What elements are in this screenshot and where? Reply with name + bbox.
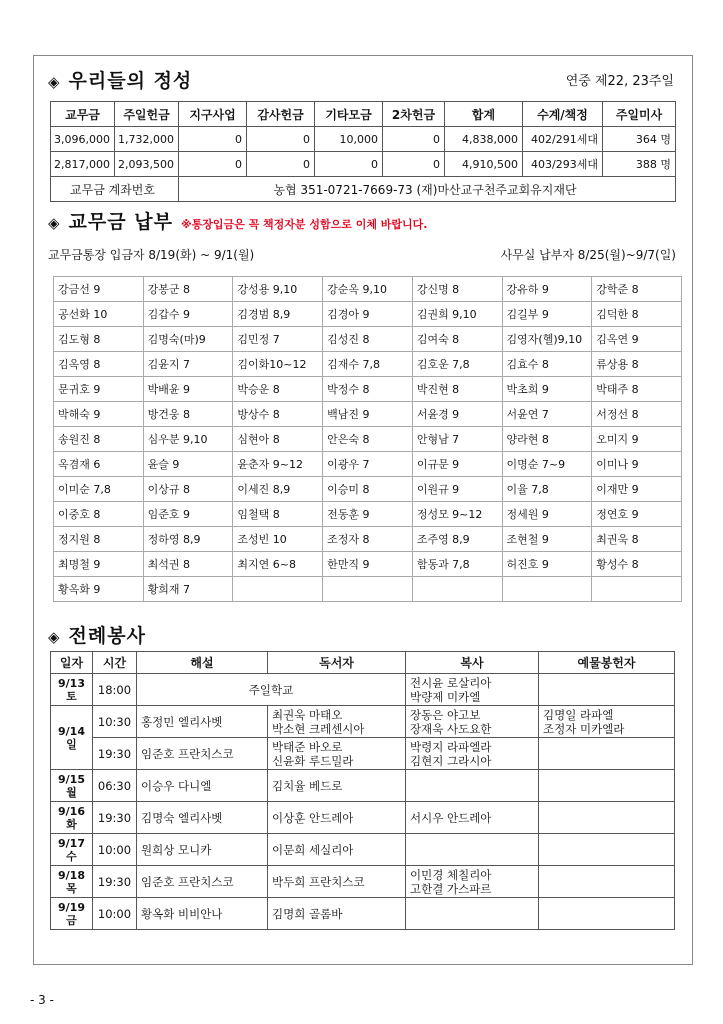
header-cell: 주일헌금 — [115, 102, 179, 127]
date-cell: 9/15 월 — [51, 770, 93, 802]
donor-cell: 최석권 8 — [143, 552, 233, 577]
donor-cell: 이상규 8 — [143, 477, 233, 502]
donor-row — [54, 402, 682, 427]
server-cell: 서시우 안드레아 — [406, 802, 539, 834]
donor-cell: 서정선 8 — [592, 402, 682, 427]
donor-cell: 김덕한 8 — [592, 302, 682, 327]
header-cell: 감사헌금 — [247, 102, 315, 127]
liturgy-table — [50, 651, 675, 930]
donor-cell: 이미순 7,8 — [54, 477, 144, 502]
commentator-cell: 황옥화 비비안나 — [137, 898, 268, 930]
header-cell: 복사 — [406, 652, 539, 674]
donor-cell: 조성빈 10 — [233, 527, 323, 552]
donor-cell: 박승운 8 — [233, 377, 323, 402]
cell: 0 — [383, 127, 445, 152]
donor-cell: 조주영 8,9 — [412, 527, 502, 552]
donor-cell: 서윤경 9 — [412, 402, 502, 427]
reader-cell: 김치율 베드로 — [268, 770, 406, 802]
reader-cell: 이상훈 안드레아 — [268, 802, 406, 834]
time-cell: 10:30 — [93, 706, 137, 738]
reader-cell: 이문희 세실리아 — [268, 834, 406, 866]
donor-cell: 전동훈 9 — [323, 502, 413, 527]
donor-cell: 최권욱 8 — [592, 527, 682, 552]
donor-cell: 최명철 9 — [54, 552, 144, 577]
donor-cell: 김갑수 9 — [143, 302, 233, 327]
office-period: 사무실 납부자 8/25(월)~9/7(일) — [500, 248, 676, 262]
donor-cell: 강유하 9 — [502, 277, 592, 302]
liturgy-row — [51, 674, 675, 706]
donor-cell: 정하영 8,9 — [143, 527, 233, 552]
cell: 2,817,000 — [51, 152, 115, 177]
donor-cell: 서윤연 7 — [502, 402, 592, 427]
offerer-cell — [539, 674, 675, 706]
donor-cell: 강봉군 8 — [143, 277, 233, 302]
date-cell: 9/14 일 — [51, 706, 93, 770]
donor-cell: 방상수 8 — [233, 402, 323, 427]
donor-cell — [592, 577, 682, 602]
offerer-cell — [539, 738, 675, 770]
diamond-icon: ◈ — [48, 73, 61, 91]
date-cell: 9/17 수 — [51, 834, 93, 866]
donor-cell: 김효수 8 — [502, 352, 592, 377]
header-cell: 독서자 — [268, 652, 406, 674]
donor-cell: 김도형 8 — [54, 327, 144, 352]
donor-cell: 박배윤 9 — [143, 377, 233, 402]
cell: 0 — [315, 152, 383, 177]
donor-cell: 이세진 8,9 — [233, 477, 323, 502]
donor-cell: 윤슬 9 — [143, 452, 233, 477]
header-cell: 시간 — [93, 652, 137, 674]
donor-cell: 이율 7,8 — [502, 477, 592, 502]
account-value: 농협 351-0721-7669-73 (재)마산교구천주교회유지재단 — [179, 177, 676, 202]
merged-cell: 주일학교 — [137, 674, 406, 706]
donor-cell: 김옥연 9 — [592, 327, 682, 352]
donor-cell: 임철택 8 — [233, 502, 323, 527]
page-frame — [33, 55, 693, 965]
server-cell: 박령지 라파엘라 김현지 그라시아 — [406, 738, 539, 770]
time-cell: 19:30 — [93, 866, 137, 898]
bank-period: 교무금통장 입금자 8/19(화) ~ 9/1(월) — [48, 248, 255, 262]
donor-cell: 한만직 9 — [323, 552, 413, 577]
liturgy-row — [51, 898, 675, 930]
offerer-cell — [539, 770, 675, 802]
server-cell — [406, 898, 539, 930]
donor-cell: 백남진 9 — [323, 402, 413, 427]
header-cell: 일자 — [51, 652, 93, 674]
donor-cell: 박초희 9 — [502, 377, 592, 402]
liturgy-row — [51, 706, 675, 738]
donor-cell: 이재만 9 — [592, 477, 682, 502]
liturgy-row — [51, 802, 675, 834]
cell: 403/293세대 — [523, 152, 603, 177]
donor-cell: 김길부 9 — [502, 302, 592, 327]
donor-row — [54, 452, 682, 477]
offering-section-title: ◈ 우리들의 정성 — [48, 70, 193, 92]
donor-cell: 강순옥 9,10 — [323, 277, 413, 302]
cell: 364 명 — [603, 127, 676, 152]
donor-cell: 강학준 8 — [592, 277, 682, 302]
donor-cell: 옥겸재 6 — [54, 452, 144, 477]
donor-cell: 김호운 7,8 — [412, 352, 502, 377]
reader-cell: 박두희 프란치스코 — [268, 866, 406, 898]
donor-cell: 정지원 8 — [54, 527, 144, 552]
server-cell: 장동은 야고보 장재욱 사도요한 — [406, 706, 539, 738]
donor-row — [54, 302, 682, 327]
commentator-cell: 임준호 프란치스코 — [137, 738, 268, 770]
donor-cell: 김윤지 7 — [143, 352, 233, 377]
cell: 0 — [383, 152, 445, 177]
header-cell: 예물봉헌자 — [539, 652, 675, 674]
header-cell: 수계/책정 — [523, 102, 603, 127]
donor-cell: 황희재 7 — [143, 577, 233, 602]
server-cell: 전시윤 로살리아 박량제 미카엘 — [406, 674, 539, 706]
donor-cell: 정성모 9~12 — [412, 502, 502, 527]
donor-cell: 이규문 9 — [412, 452, 502, 477]
donor-cell: 김영자(헬)9,10 — [502, 327, 592, 352]
diamond-icon: ◈ — [48, 628, 61, 646]
commentator-cell: 원희상 모니카 — [137, 834, 268, 866]
donor-cell: 안형남 7 — [412, 427, 502, 452]
week-info: 연중 제22, 23주일 — [565, 74, 674, 89]
offerer-cell: 김명일 라파엘 조정자 미카엘라 — [539, 706, 675, 738]
header-cell: 지구사업 — [179, 102, 247, 127]
server-cell — [406, 834, 539, 866]
page-number: - 3 - — [30, 993, 54, 1007]
liturgy-header-row — [51, 652, 675, 674]
donor-cell: 오미지 9 — [592, 427, 682, 452]
donor-cell: 김경범 8,9 — [233, 302, 323, 327]
liturgy-row — [51, 738, 675, 770]
header-cell: 2차헌금 — [383, 102, 445, 127]
donor-cell: 심현아 8 — [233, 427, 323, 452]
donor-cell: 박태주 8 — [592, 377, 682, 402]
donor-row — [54, 502, 682, 527]
dues-section-title: ◈ 교무금 납부 ※통장입금은 꼭 책정자분 성함으로 이체 바랍니다. — [48, 211, 428, 233]
date-cell: 9/13 토 — [51, 674, 93, 706]
donor-cell: 김경아 9 — [323, 302, 413, 327]
donor-cell: 방건웅 8 — [143, 402, 233, 427]
donor-cell: 류상용 8 — [592, 352, 682, 377]
donor-cell: 강신명 8 — [412, 277, 502, 302]
donor-cell: 임준호 9 — [143, 502, 233, 527]
reader-cell: 최권욱 마태오 박소현 크레센시아 — [268, 706, 406, 738]
donor-cell: 김이화10~12 — [233, 352, 323, 377]
donor-cell: 윤춘자 9~12 — [233, 452, 323, 477]
account-row — [51, 177, 676, 202]
offering-header-row — [51, 102, 676, 127]
offerer-cell — [539, 834, 675, 866]
donor-cell: 김여숙 8 — [412, 327, 502, 352]
diamond-icon: ◈ — [48, 214, 61, 232]
commentator-cell: 홍정민 엘리사벳 — [137, 706, 268, 738]
donor-row — [54, 577, 682, 602]
donor-cell: 이미나 9 — [592, 452, 682, 477]
donor-row — [54, 327, 682, 352]
donor-cell: 김권희 9,10 — [412, 302, 502, 327]
account-label: 교무금 계좌번호 — [51, 177, 179, 202]
donor-cell: 조현철 9 — [502, 527, 592, 552]
reader-cell: 김명희 골롬바 — [268, 898, 406, 930]
donor-cell: 허진호 9 — [502, 552, 592, 577]
liturgy-row — [51, 834, 675, 866]
reader-cell: 박태준 바오로 신윤화 루드밀라 — [268, 738, 406, 770]
donor-cell: 이승미 8 — [323, 477, 413, 502]
commentator-cell: 임준호 프란치스코 — [137, 866, 268, 898]
cell: 0 — [247, 127, 315, 152]
time-cell: 19:30 — [93, 738, 137, 770]
donor-cell: 이명순 7~9 — [502, 452, 592, 477]
offerer-cell — [539, 802, 675, 834]
liturgy-row — [51, 866, 675, 898]
date-cell: 9/19 금 — [51, 898, 93, 930]
header-cell: 주일미사 — [603, 102, 676, 127]
donor-row — [54, 427, 682, 452]
liturgy-row — [51, 770, 675, 802]
donor-cell — [233, 577, 323, 602]
donor-cell: 김민정 7 — [233, 327, 323, 352]
donor-cell: 정연호 9 — [592, 502, 682, 527]
donor-cell — [323, 577, 413, 602]
header-cell: 기타모금 — [315, 102, 383, 127]
dues-notice: ※통장입금은 꼭 책정자분 성함으로 이체 바랍니다. — [180, 218, 428, 231]
offering-row — [51, 127, 676, 152]
commentator-cell: 김명숙 엘리사벳 — [137, 802, 268, 834]
cell: 10,000 — [315, 127, 383, 152]
donor-cell: 박정수 8 — [323, 377, 413, 402]
donor-cell: 김명숙(마)9 — [143, 327, 233, 352]
donor-cell: 강금선 9 — [54, 277, 144, 302]
donor-table — [53, 276, 682, 602]
donor-row — [54, 352, 682, 377]
donor-cell: 박진현 8 — [412, 377, 502, 402]
donor-cell: 문귀호 9 — [54, 377, 144, 402]
donor-row — [54, 377, 682, 402]
offerer-cell — [539, 898, 675, 930]
cell: 0 — [179, 152, 247, 177]
liturgy-section-title: ◈ 전례봉사 — [48, 625, 146, 647]
donor-row — [54, 477, 682, 502]
donor-cell — [412, 577, 502, 602]
donor-cell: 안은숙 8 — [323, 427, 413, 452]
donor-cell: 황옥화 9 — [54, 577, 144, 602]
cell: 1,732,000 — [115, 127, 179, 152]
cell: 3,096,000 — [51, 127, 115, 152]
donor-cell: 김옥영 8 — [54, 352, 144, 377]
time-cell: 06:30 — [93, 770, 137, 802]
header-cell: 해설 — [137, 652, 268, 674]
commentator-cell: 이승우 다니엘 — [137, 770, 268, 802]
cell: 388 명 — [603, 152, 676, 177]
donor-cell: 이중호 8 — [54, 502, 144, 527]
donor-cell — [502, 577, 592, 602]
time-cell: 19:30 — [93, 802, 137, 834]
cell: 402/291세대 — [523, 127, 603, 152]
donor-cell: 이광우 7 — [323, 452, 413, 477]
offering-row — [51, 152, 676, 177]
donor-cell: 심우분 9,10 — [143, 427, 233, 452]
cell: 4,838,000 — [445, 127, 523, 152]
time-cell: 18:00 — [93, 674, 137, 706]
cell: 4,910,500 — [445, 152, 523, 177]
cell: 0 — [247, 152, 315, 177]
donor-cell: 박해숙 9 — [54, 402, 144, 427]
cell: 0 — [179, 127, 247, 152]
date-cell: 9/18 목 — [51, 866, 93, 898]
donor-cell: 강성용 9,10 — [233, 277, 323, 302]
donor-cell: 송원진 8 — [54, 427, 144, 452]
cell: 2,093,500 — [115, 152, 179, 177]
donor-row — [54, 552, 682, 577]
offering-table — [50, 101, 676, 202]
header-cell: 합계 — [445, 102, 523, 127]
time-cell: 10:00 — [93, 834, 137, 866]
donor-cell: 양라현 8 — [502, 427, 592, 452]
date-cell: 9/16 화 — [51, 802, 93, 834]
donor-row — [54, 527, 682, 552]
donor-cell: 공선화 10 — [54, 302, 144, 327]
offerer-cell — [539, 866, 675, 898]
server-cell — [406, 770, 539, 802]
donor-cell: 김성진 8 — [323, 327, 413, 352]
donor-cell: 조정자 8 — [323, 527, 413, 552]
donor-cell: 정세원 9 — [502, 502, 592, 527]
donor-cell: 함동과 7,8 — [412, 552, 502, 577]
donor-row — [54, 277, 682, 302]
time-cell: 10:00 — [93, 898, 137, 930]
donor-cell: 최지연 6~8 — [233, 552, 323, 577]
header-cell: 교무금 — [51, 102, 115, 127]
donor-cell: 김재수 7,8 — [323, 352, 413, 377]
donor-cell: 이원규 9 — [412, 477, 502, 502]
server-cell: 이민경 체칠리아 고한결 가스파르 — [406, 866, 539, 898]
donor-cell: 황성수 8 — [592, 552, 682, 577]
